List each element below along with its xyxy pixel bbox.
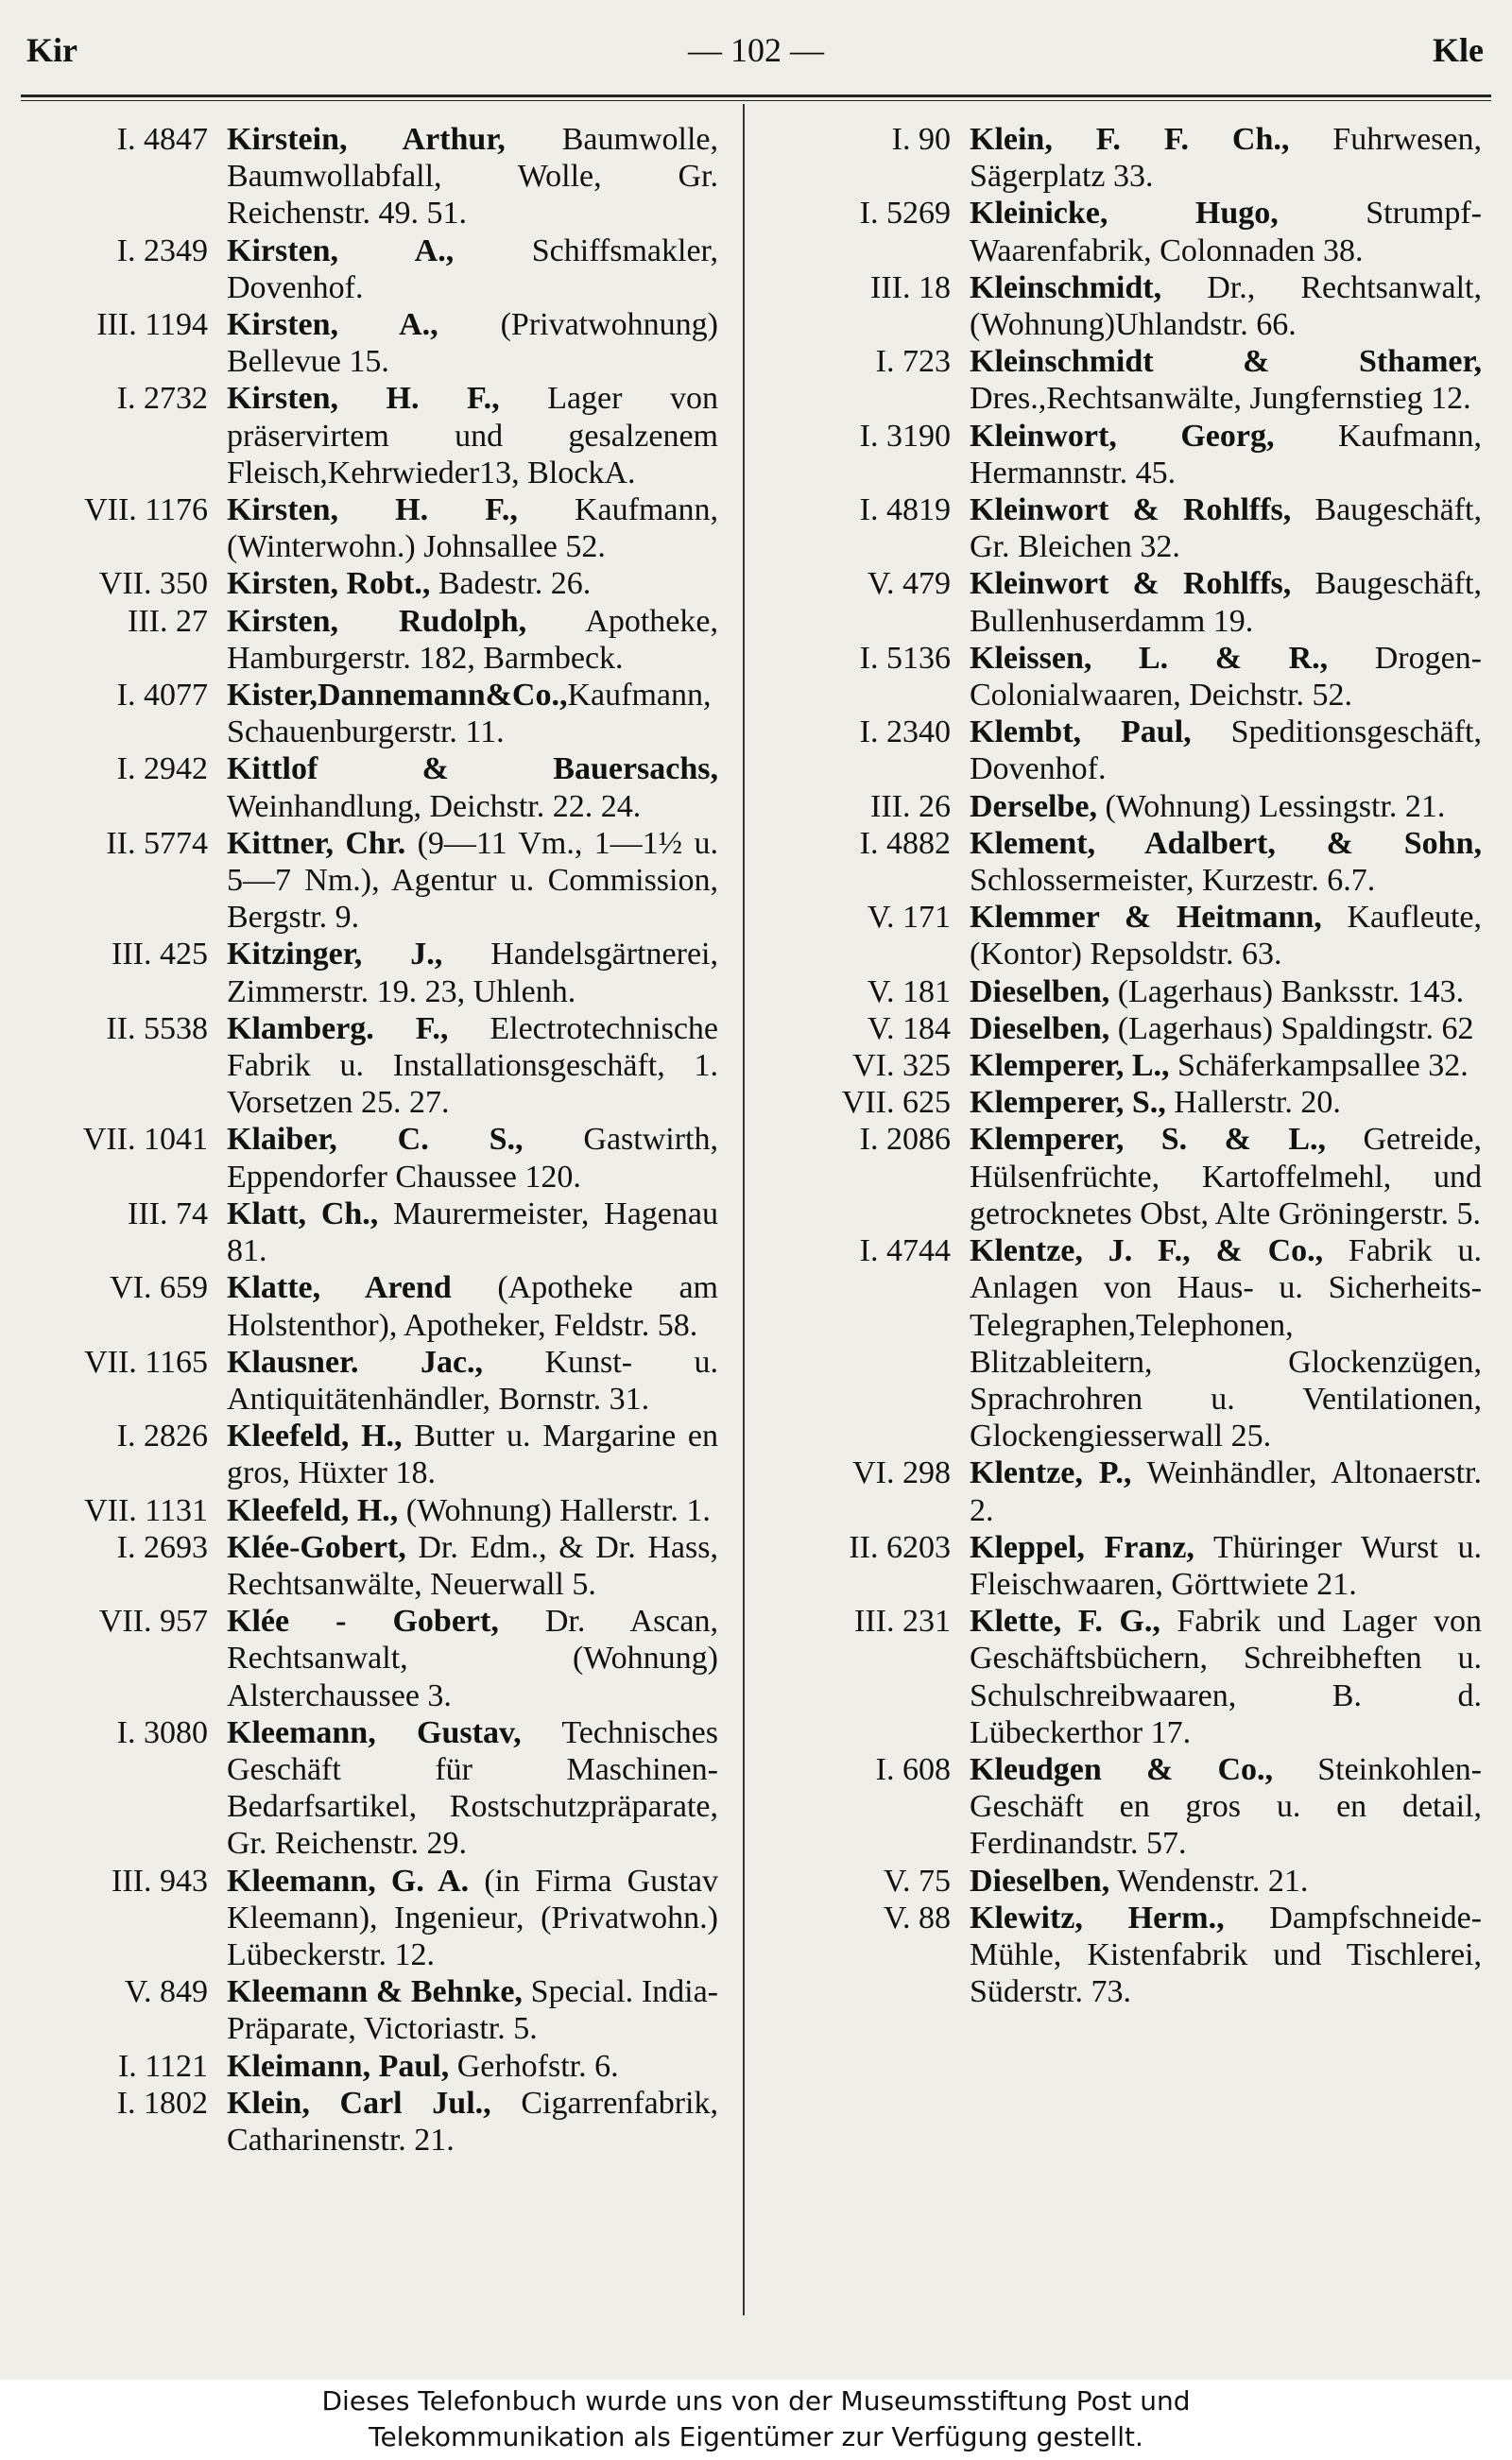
subscriber-details: Kaufmann, Hermannstr. 45. [970, 418, 1482, 490]
directory-entry [19, 565, 718, 602]
subscriber-name: Klentze, P., [970, 1455, 1132, 1491]
subscriber-name: Klemperer, L., [970, 1048, 1170, 1084]
directory-entry [762, 714, 1482, 787]
subscriber-details: Baumwolle, Baumwollabfall, Wolle, Gr. Reichenstr. 49. 51. [227, 122, 718, 232]
directory-entry [19, 491, 718, 565]
phone-number: I. 2086 [859, 1122, 951, 1158]
subscriber-details: (Lagerhaus) Spaldingstr. 62 [1109, 1010, 1474, 1046]
subscriber-name: Kleefeld, H., [227, 1492, 399, 1528]
subscriber-name: Klette, F. G., [970, 1604, 1160, 1640]
subscriber-name: Kleinwort, Georg, [970, 418, 1275, 454]
directory-entry [19, 1492, 718, 1529]
directory-entry [762, 640, 1482, 714]
subscriber-details: Schlossermeister, Kurzestr. 6.7. [970, 863, 1376, 899]
subscriber-name: Klatte, Arend [227, 1270, 452, 1306]
subscriber-name: Klaiber, C. S., [227, 1122, 524, 1158]
subscriber-name: Kleefeld, H., [227, 1419, 403, 1454]
directory-entry [19, 1529, 718, 1603]
subscriber-name: Kleimann, Paul, [227, 2048, 450, 2084]
subscriber-details: Speditionsgeschäft, Dovenhof. [970, 714, 1482, 787]
subscriber-name: Dieselben, [970, 1010, 1110, 1046]
directory-entry [762, 121, 1482, 195]
subscriber-name: Kleemann, Gustav, [227, 1714, 522, 1750]
phone-number: I. 5269 [859, 196, 951, 232]
page-number: — 102 — [688, 31, 824, 69]
subscriber-details: Baugeschäft, Bullenhuserdamm 19. [970, 566, 1482, 639]
subscriber-details: Kaufmann, Schauenburgerstr. 11. [227, 678, 712, 750]
subscriber-name: Kleinschmidt & Sthamer, [970, 344, 1482, 380]
phone-number: I. 3190 [859, 418, 951, 454]
subscriber-details: (Apotheke am Holstenthor), Apotheker, Feldstr. 58. [227, 1270, 718, 1343]
subscriber-name: Kleemann, G. A. [227, 1863, 470, 1899]
directory-entry [762, 788, 1482, 825]
phone-number: III. 1194 [96, 307, 208, 343]
header-rule [21, 95, 1491, 97]
subscriber-name: Kirsten, H. F., [227, 381, 500, 417]
directory-entry [762, 1454, 1482, 1528]
subscriber-details: Handelsgärtnerei, Zimmerstr. 19. 23, Uhlenh. [227, 937, 718, 1009]
phone-number: VII. 1041 [82, 1122, 208, 1158]
directory-entry [762, 1751, 1482, 1863]
phone-number: III. 18 [870, 269, 951, 305]
subscriber-name: Kirsten, H. F., [227, 492, 518, 528]
subscriber-details: (9—11 Vm., 1—1½ u. 5—7 Nm.), Agentur u. Commission, Bergstr. 9. [227, 825, 718, 936]
directory-entry [762, 343, 1482, 417]
directory-entry [762, 1232, 1482, 1454]
subscriber-details: Hallerstr. 20. [1165, 1085, 1341, 1121]
directory-entry [19, 1344, 718, 1418]
subscriber-details: Kunst- u. Antiquitätenhändler, Bornstr. 31. [227, 1344, 718, 1417]
subscriber-name: Kittner, Chr. [227, 825, 406, 861]
footer-notice [0, 2380, 1512, 2460]
subscriber-details: Kaufleute, (Kontor) Repsoldstr. 63. [970, 900, 1482, 972]
footer-line-2: Telekommunikation als Eigentümer zur Verfügung gestellt. [369, 2421, 1143, 2452]
directory-entry [19, 306, 718, 380]
subscriber-details: Butter u. Margarine en gros, Hüxter 18. [227, 1419, 718, 1491]
directory-entry [762, 1010, 1482, 1047]
directory-entry [19, 825, 718, 937]
subscriber-name: Klentze, J. F., & Co., [970, 1233, 1324, 1269]
directory-entry [762, 1900, 1482, 2011]
header-rule-thin [21, 100, 1491, 101]
directory-entry [762, 1084, 1482, 1121]
phone-number: II. 5774 [106, 825, 208, 861]
directory-entry [19, 1269, 718, 1343]
phone-number: I. 723 [875, 344, 951, 380]
subscriber-name: Klein, F. F. Ch., [970, 122, 1290, 157]
phone-number: I. 2732 [116, 381, 208, 417]
subscriber-details: Thüringer Wurst u. Fleischwaaren, Görttwiete 21. [970, 1529, 1483, 1602]
directory-entry [19, 603, 718, 677]
directory-entry [19, 1121, 718, 1195]
subscriber-details: Getreide, Hülsenfrüchte, Kartoffelmehl, und getrocknetes Obst, Alte Gröningerstr. 5. [970, 1122, 1482, 1231]
subscriber-name: Klée-Gobert, [227, 1529, 406, 1565]
phone-number: V. 479 [867, 566, 951, 602]
directory-entry [762, 1603, 1482, 1751]
directory-entry [762, 899, 1482, 972]
subscriber-details: Fabrik u. Anlagen von Haus- u. Sicherheits-Telegraphen,Telephonen, Blitzableitern, Glockenzügen, Sprachrohren u. Ventilationen, Glockengiesserwall 25. [970, 1233, 1482, 1454]
subscriber-name: Kirsten, A., [227, 232, 455, 268]
subscriber-name: Kleppel, Franz, [970, 1529, 1194, 1565]
phone-number: I. 2349 [116, 232, 208, 268]
subscriber-details: (Wohnung) Lessingstr. 21. [1097, 788, 1446, 824]
phone-number: VII. 1131 [84, 1492, 208, 1528]
left-column [19, 121, 718, 2159]
subscriber-name: Kleemann & Behnke, [227, 1974, 523, 2010]
subscriber-details: (in Firma Gustav Kleemann), Ingenieur, (Privatwohn.) Lübeckerstr. 12. [227, 1863, 718, 1972]
subscriber-name: Kleinschmidt, [970, 269, 1162, 305]
subscriber-details: Gerhofstr. 6. [449, 2048, 619, 2084]
phone-number: V. 181 [867, 973, 951, 1009]
header-right-keyword: Kle [1433, 31, 1484, 69]
phone-number: VII. 957 [98, 1604, 208, 1640]
subscriber-name: Kleudgen & Co., [970, 1751, 1274, 1787]
phone-number: III. 231 [854, 1604, 951, 1640]
footer-line-1: Dieses Telefonbuch wurde uns von der Museumsstiftung Post und [321, 2385, 1191, 2417]
subscriber-name: Klamberg. F., [227, 1010, 449, 1046]
phone-number: VII. 625 [841, 1085, 951, 1121]
directory-entry [19, 936, 718, 1009]
phone-number: I. 1802 [116, 2085, 208, 2121]
subscriber-details: Schäferkampsallee 32. [1169, 1048, 1469, 1084]
phone-number: VII. 1165 [84, 1344, 208, 1380]
subscriber-name: Kleinicke, Hugo, [970, 196, 1279, 232]
subscriber-name: Klein, Carl Jul., [227, 2085, 491, 2121]
subscriber-details: Special. India-Präparate, Victoriastr. 5. [227, 1974, 718, 2047]
right-column [762, 121, 1482, 2010]
subscriber-name: Kleinwort & Rohlffs, [970, 492, 1292, 528]
subscriber-name: Kleinwort & Rohlffs, [970, 566, 1292, 602]
directory-entry [19, 1418, 718, 1491]
phone-number: I. 4077 [116, 678, 208, 714]
directory-entry [19, 380, 718, 491]
page-header [19, 26, 1493, 74]
subscriber-details: Dampfschneide-Mühle, Kistenfabrik und Tischlerei, Süderstr. 73. [970, 1900, 1482, 2010]
subscriber-details: Maurermeister, Hagenau 81. [227, 1196, 718, 1269]
phone-number: I. 2942 [116, 751, 208, 787]
subscriber-details: Gastwirth, Eppendorfer Chaussee 120. [227, 1122, 718, 1195]
directory-entry [19, 2085, 718, 2159]
subscriber-name: Klatt, Ch., [227, 1196, 379, 1231]
directory-entry [19, 1973, 718, 2047]
subscriber-details: Schiffsmakler, Dovenhof. [227, 232, 718, 305]
phone-number: I. 4882 [859, 825, 951, 861]
directory-entry [19, 1714, 718, 1863]
phone-number: II. 6203 [849, 1529, 951, 1565]
phone-number: V. 171 [867, 900, 951, 936]
phone-number: III. 943 [112, 1863, 208, 1899]
subscriber-details: (Lagerhaus) Banksstr. 143. [1109, 973, 1465, 1009]
subscriber-details: Wendenstr. 21. [1109, 1863, 1309, 1899]
directory-entry [19, 1196, 718, 1269]
subscriber-name: Kittlof & Bauersachs, [227, 751, 718, 787]
subscriber-name: Kitzinger, J., [227, 937, 443, 972]
phone-number: I. 90 [891, 122, 951, 157]
directory-entry [762, 1121, 1482, 1232]
phone-number: I. 4744 [859, 1233, 951, 1269]
subscriber-details: Baugeschäft, Gr. Bleichen 32. [970, 492, 1482, 565]
directory-entry [19, 677, 718, 750]
directory-entry [762, 973, 1482, 1010]
subscriber-name: Dieselben, [970, 1863, 1110, 1899]
directory-entry [19, 1010, 718, 1122]
subscriber-name: Kirsten, Rudolph, [227, 603, 527, 639]
subscriber-name: Kirsten, A., [227, 307, 438, 343]
phone-number: VI. 298 [852, 1455, 951, 1491]
phone-number: I. 1121 [117, 2048, 208, 2084]
subscriber-name: Klembt, Paul, [970, 714, 1192, 750]
subscriber-details: Fuhrwesen, Sägerplatz 33. [970, 122, 1482, 195]
directory-entry [762, 1047, 1482, 1084]
phone-number: I. 2826 [116, 1419, 208, 1454]
directory-entry [762, 1863, 1482, 1900]
subscriber-details: Dres.,Rechtsanwälte, Jungfernstieg 12. [970, 381, 1471, 417]
subscriber-name: Klewitz, Herm., [970, 1900, 1225, 1935]
phone-number: III. 27 [128, 603, 208, 639]
subscriber-details: Dr. Ascan, Rechtsanwalt, (Wohnung) Alsterchaussee 3. [227, 1604, 718, 1713]
directory-entry [19, 750, 718, 824]
subscriber-details: Kaufmann, (Winterwohn.) Johnsallee 52. [227, 492, 718, 565]
subscriber-details: Steinkohlen-Geschäft en gros u. en detail, Ferdinandstr. 57. [970, 1751, 1482, 1862]
subscriber-details: Weinhändler, Altonaerstr. 2. [970, 1455, 1483, 1528]
directory-entry [19, 232, 718, 306]
phone-number: II. 5538 [106, 1010, 208, 1046]
phone-number: VII. 1176 [84, 492, 208, 528]
directory-entry [19, 1863, 718, 1974]
header-left-keyword: Kir [26, 31, 77, 69]
subscriber-details: Strumpf-Waarenfabrik, Colonnaden 38. [970, 196, 1482, 268]
column-divider [743, 104, 745, 2315]
phone-number: I. 5136 [859, 640, 951, 676]
directory-entry [19, 1603, 718, 1714]
directory-entry [762, 491, 1482, 565]
subscriber-details: Badestr. 26. [430, 566, 592, 602]
subscriber-details: Fabrik und Lager von Geschäftsbüchern, Schreibheften u. Schulschreibwaaren, B. d. Lübeckerthor 17. [970, 1604, 1482, 1750]
subscriber-details: Cigarrenfabrik, Catharinenstr. 21. [227, 2085, 718, 2158]
phone-number: VI. 659 [110, 1270, 208, 1306]
subscriber-details: Lager von präservirtem und gesalzenem Fleisch,Kehrwieder13, BlockA. [227, 381, 718, 490]
phone-number: I. 608 [875, 1751, 951, 1787]
phone-number: I. 2693 [116, 1529, 208, 1565]
subscriber-details: (Wohnung) Hallerstr. 1. [398, 1492, 711, 1528]
subscriber-details: Weinhandlung, Deichstr. 22. 24. [227, 788, 642, 824]
subscriber-name: Kleissen, L. & R., [970, 640, 1329, 676]
subscriber-details: Dr., Rechtsanwalt,(Wohnung)Uhlandstr. 66. [970, 269, 1482, 343]
subscriber-name: Kirsten, Robt., [227, 566, 431, 602]
phone-number: III. 26 [870, 788, 951, 824]
directory-entry [19, 2048, 718, 2085]
phone-number: I. 2340 [859, 714, 951, 750]
subscriber-name: Dieselben, [970, 973, 1110, 1009]
subscriber-details: Technisches Geschäft für Maschinen-Bedarfsartikel, Rostschutzpräparate, Gr. Reichenstr. 29. [227, 1714, 718, 1862]
subscriber-details: Dr. Edm., & Dr. Hass, Rechtsanwälte, Neuerwall 5. [227, 1529, 718, 1602]
directory-entry [762, 418, 1482, 491]
directory-entry [19, 121, 718, 232]
phone-number: V. 88 [883, 1900, 951, 1935]
phone-number: VII. 350 [98, 566, 208, 602]
subscriber-name: Klemmer & Heitmann, [970, 900, 1322, 936]
directory-entry [762, 825, 1482, 899]
phone-number: I. 3080 [116, 1714, 208, 1750]
subscriber-name: Klemperer, S., [970, 1085, 1166, 1121]
phone-number: V. 75 [883, 1863, 951, 1899]
phone-number: V. 184 [867, 1010, 951, 1046]
phone-number: VI. 325 [852, 1048, 951, 1084]
subscriber-name: Klemperer, S. & L., [970, 1122, 1327, 1158]
subscriber-details: Drogen-Colonialwaaren, Deichstr. 52. [970, 640, 1482, 714]
subscriber-name: Derselbe, [970, 788, 1098, 824]
subscriber-details: (Privatwohnung) Bellevue 15. [227, 307, 718, 380]
subscriber-details: Apotheke, Hamburgerstr. 182, Barmbeck. [227, 603, 718, 676]
subscriber-name: Klement, Adalbert, & Sohn, [970, 825, 1482, 861]
subscriber-details: Electrotechnische Fabrik u. Installationsgeschäft, 1. Vorsetzen 25. 27. [227, 1010, 719, 1121]
phone-number: V. 849 [124, 1974, 208, 2010]
directory-entry [762, 195, 1482, 268]
phone-number: III. 425 [112, 937, 208, 972]
subscriber-name: Kister,Dannemann&Co., [227, 678, 568, 714]
phone-number: I. 4847 [116, 122, 208, 157]
subscriber-name: Klée - Gobert, [227, 1604, 499, 1640]
subscriber-name: Klausner. Jac., [227, 1344, 484, 1380]
directory-entry [762, 1529, 1482, 1603]
subscriber-name: Kirstein, Arthur, [227, 122, 506, 157]
phone-number: I. 4819 [859, 492, 951, 528]
phone-number: III. 74 [128, 1196, 208, 1231]
directory-entry [762, 565, 1482, 639]
directory-entry [762, 269, 1482, 343]
